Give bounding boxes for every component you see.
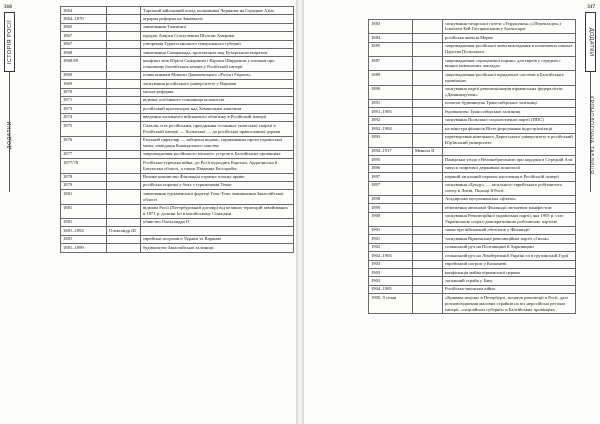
ruler-cell bbox=[107, 57, 141, 71]
ruler-cell bbox=[107, 204, 141, 218]
chronology-row bbox=[61, 227, 294, 235]
right-side-tab bbox=[585, 12, 596, 72]
chronology-row bbox=[61, 15, 294, 23]
ruler-cell bbox=[107, 136, 141, 150]
year-cell: 1870 bbox=[61, 88, 107, 96]
year-cell: 1892–1904 bbox=[369, 125, 413, 133]
event-cell: Сахалін стає російським, приєднання останньої уніатської єпархії в Російській імперії — Холмської — до російської православної церкви bbox=[141, 122, 294, 136]
left-side-caption-text: ДОДАТКИ bbox=[6, 120, 13, 150]
event-cell: запуск спиртової державної монополії bbox=[443, 164, 576, 172]
right-side-caption-text: ХРОНОЛОГІЧНА ТАБЛИЦЯ bbox=[587, 95, 594, 175]
year-cell: 1879 bbox=[61, 181, 107, 189]
event-cell: Тарський військовий похід полковника Черняєва на Середню Азію bbox=[141, 7, 294, 15]
year-cell: 1877/78 bbox=[61, 159, 107, 173]
year-cell: 1883 bbox=[369, 20, 413, 34]
year-cell: 1869 bbox=[61, 71, 107, 79]
chronology-row bbox=[61, 159, 294, 173]
chronology-row bbox=[369, 116, 576, 124]
ruler-cell bbox=[107, 15, 141, 23]
chronology-row bbox=[369, 71, 576, 85]
event-cell: заснування Революційної української партії, яка 1905 р. стає Українською соціал-демократичною робітничою партією bbox=[443, 212, 576, 226]
chronology-row bbox=[369, 212, 576, 226]
chronology-row bbox=[369, 195, 576, 203]
event-cell: селянський рух на Лівобережній Україні та в грузинській Гурії bbox=[443, 252, 576, 260]
ruler-cell bbox=[413, 181, 443, 195]
ruler-cell bbox=[413, 85, 443, 99]
ruler-cell bbox=[107, 173, 141, 181]
event-cell bbox=[141, 227, 294, 235]
event-cell: Памірська угода з Великобританією про кордони в Середній Азії bbox=[443, 156, 576, 164]
ruler-cell bbox=[107, 244, 141, 252]
year-cell: 1903 bbox=[369, 269, 413, 277]
event-cell: поява книжки Миколи Данилевського «Росія і Європа» bbox=[141, 71, 294, 79]
year-cell: 1868/69 bbox=[61, 57, 107, 71]
year-cell: 1865 bbox=[61, 23, 107, 31]
chronology-row bbox=[61, 49, 294, 57]
chronology-row bbox=[369, 204, 576, 212]
year-cell: 1874 bbox=[61, 113, 107, 121]
event-cell: міська реформа bbox=[141, 88, 294, 96]
ruler-cell bbox=[413, 133, 443, 147]
ruler-cell bbox=[413, 212, 443, 226]
chronology-row bbox=[61, 244, 294, 252]
year-cell: 1873 bbox=[61, 105, 107, 113]
chronology-row bbox=[61, 218, 294, 226]
event-cell: обмеження автономії Фінляндії лютневим маніфестом bbox=[443, 204, 576, 212]
ruler-cell bbox=[413, 277, 443, 285]
ruler-cell bbox=[107, 32, 141, 40]
year-cell: 1896 bbox=[369, 164, 413, 172]
year-cell: 1885 bbox=[369, 42, 413, 56]
chronology-row bbox=[369, 260, 576, 268]
chronology-row bbox=[369, 181, 576, 195]
chronology-row bbox=[369, 285, 576, 293]
book-gutter bbox=[296, 0, 304, 424]
ruler-cell bbox=[107, 96, 141, 104]
chronology-row bbox=[369, 235, 576, 243]
year-cell: 1864 bbox=[61, 7, 107, 15]
year-cell: 1875 bbox=[61, 122, 107, 136]
chronology-row bbox=[369, 156, 576, 164]
chronology-row bbox=[369, 133, 576, 147]
chronology-row bbox=[369, 277, 576, 285]
year-cell: 1881 bbox=[61, 218, 107, 226]
left-chronology-body bbox=[61, 7, 294, 253]
event-cell: заснування російського університету у Варшаві bbox=[141, 80, 294, 88]
ruler-cell bbox=[413, 34, 443, 42]
chronology-row bbox=[61, 173, 294, 181]
year-cell: 1867 bbox=[61, 32, 107, 40]
year-cell: 1878 bbox=[61, 173, 107, 181]
chronology-row bbox=[61, 57, 294, 71]
year-cell: 1881 bbox=[61, 235, 107, 243]
ruler-cell bbox=[107, 88, 141, 96]
ruler-cell bbox=[107, 159, 141, 173]
year-cell: 1869 bbox=[61, 80, 107, 88]
event-cell: єврейські погроми в Україні та Варшаві bbox=[141, 235, 294, 243]
event-cell: початок будівництва Транссибірської залізниці bbox=[443, 99, 576, 107]
chronology-row bbox=[369, 99, 576, 107]
left-side-tab bbox=[4, 12, 15, 72]
year-cell: 1864–1870 bbox=[61, 15, 107, 23]
event-cell: заснування Вірменської революційної партії «Гнчак» bbox=[443, 235, 576, 243]
year-cell: 1902–1904 bbox=[369, 252, 413, 260]
chronology-row bbox=[61, 80, 294, 88]
ruler-cell bbox=[107, 49, 141, 57]
ruler-cell bbox=[413, 294, 443, 314]
chronology-row bbox=[369, 34, 576, 42]
event-cell: Російсько-турецька війна; до Росії відходять Карська, Ардаганська й Батумська області, а також Південна Бессарабія bbox=[141, 159, 294, 173]
chronology-row bbox=[61, 150, 294, 158]
event-cell: Велике князівство Фінляндія отримує власну армію bbox=[141, 173, 294, 181]
ruler-cell bbox=[413, 71, 443, 85]
chronology-row bbox=[61, 40, 294, 48]
chronology-row bbox=[61, 32, 294, 40]
ruler-cell bbox=[413, 99, 443, 107]
left-side-caption bbox=[4, 80, 15, 190]
event-cell: заснування партії революціонерів вірменських федералістів «Дашнакцутюн» bbox=[443, 85, 576, 99]
event-cell: російська поразка у боях з туркменами Текке bbox=[141, 181, 294, 189]
event-cell: Агадирська мусульманська «ф'ятва» bbox=[443, 195, 576, 203]
year-cell: 1881–1894 bbox=[61, 227, 107, 235]
chronology-row bbox=[369, 42, 576, 56]
year-cell: 1897 bbox=[369, 173, 413, 181]
right-page-number: 317 bbox=[587, 4, 595, 10]
event-cell: будівництво Транссибірської залізниці bbox=[443, 108, 576, 116]
event-cell: російська анексія Мерва bbox=[443, 34, 576, 42]
year-cell: 1903 bbox=[369, 277, 413, 285]
ruler-cell bbox=[413, 125, 443, 133]
chronology-row bbox=[61, 122, 294, 136]
year-cell: 1881 bbox=[61, 204, 107, 218]
ruler-cell bbox=[413, 195, 443, 203]
chronology-row bbox=[369, 147, 576, 155]
event-cell: закон про військовий обов'язок у Фінляндії bbox=[443, 226, 576, 234]
ruler-cell bbox=[413, 57, 443, 71]
ruler-cell bbox=[107, 23, 141, 31]
ruler-cell bbox=[413, 204, 443, 212]
ruler-cell bbox=[413, 164, 443, 172]
year-cell: 1871 bbox=[61, 96, 107, 104]
ruler-cell bbox=[107, 105, 141, 113]
year-cell: 1897 bbox=[369, 181, 413, 195]
year-cell: 1881 bbox=[61, 190, 107, 204]
ruler-cell bbox=[107, 122, 141, 136]
ruler-cell bbox=[107, 7, 141, 15]
chronology-row bbox=[369, 85, 576, 99]
event-cell: перший загальний перепис населення в Російській імперії bbox=[443, 173, 576, 181]
event-cell: відмова Росії (Петербурзький договір) від великих територій завойованих в 1871 р. долини Ілі в китайському Сіньцзяні bbox=[141, 204, 294, 218]
year-cell: 1895 bbox=[369, 156, 413, 164]
chronology-row bbox=[369, 108, 576, 116]
year-cell: 1884 bbox=[369, 34, 413, 42]
event-cell: введення загального військового обов'язку в Російській імперії bbox=[141, 113, 294, 121]
year-cell: 1893 bbox=[369, 133, 413, 147]
ruler-cell bbox=[413, 173, 443, 181]
ruler-cell bbox=[413, 226, 443, 234]
event-cell: завоювання туркменської фортеці Геок-Тепе, виникнення Закаспійської області bbox=[141, 190, 294, 204]
year-cell: 1890 bbox=[369, 85, 413, 99]
year-cell: 1892 bbox=[369, 116, 413, 124]
event-cell: завоювання Самарканда, протекторат над Бухарським еміратом bbox=[141, 49, 294, 57]
chronology-row bbox=[369, 269, 576, 277]
year-cell: 1881–1899 bbox=[61, 244, 107, 252]
event-cell: єврейський погром у Кишиневі bbox=[443, 260, 576, 268]
event-cell: «Кривава неділя» в Петербурзі, початок революції в Росії, далі розповсюдження масових страйків на всі неросійські регіони імперії, «сицілійські губернії» в Балтійських провінціях bbox=[443, 294, 576, 314]
year-cell: 1901 bbox=[369, 226, 413, 234]
left-chronology-table bbox=[60, 6, 294, 253]
year-cell: 1899 bbox=[369, 204, 413, 212]
chronology-row bbox=[61, 7, 294, 15]
ruler-cell bbox=[413, 285, 443, 293]
chronology-row bbox=[61, 23, 294, 31]
chronology-row bbox=[61, 105, 294, 113]
event-cell: запровадження «процентної норми» для євреїв у середніх і вищих навчальних закладах bbox=[443, 57, 576, 71]
ruler-cell bbox=[413, 42, 443, 56]
chronology-row bbox=[369, 125, 576, 133]
chronology-row bbox=[61, 181, 294, 189]
chronology-row bbox=[369, 294, 576, 314]
year-cell: 1877 bbox=[61, 150, 107, 158]
year-cell: 1868 bbox=[61, 49, 107, 57]
left-page bbox=[0, 0, 296, 424]
event-cell: будівництво Закаспійської залізниці bbox=[141, 244, 294, 252]
event-cell: заснування «Бунду» — загального єврейського робітничого союзу в Литві, Польщі й Росії bbox=[443, 181, 576, 195]
event-cell: відміна особливого становища колоністів bbox=[141, 96, 294, 104]
right-chronology-body bbox=[369, 20, 576, 314]
event-cell: на міністра фінансів Вітте форсування індустріалізації bbox=[443, 125, 576, 133]
event-cell: утворення Туркестанського генерального губернії bbox=[141, 40, 294, 48]
ruler-cell bbox=[107, 40, 141, 48]
event-cell: конфлікт між Юрієм Самаріним і Карлом Ширреном у питанні про становище балтійських німців у Російській імперії bbox=[141, 57, 294, 71]
chronology-row bbox=[369, 20, 576, 34]
year-cell: 1898 bbox=[369, 195, 413, 203]
chronology-row bbox=[61, 88, 294, 96]
ruler-cell bbox=[413, 260, 443, 268]
event-cell: завоювання Ташкента bbox=[141, 23, 294, 31]
right-chronology-table bbox=[368, 19, 576, 314]
year-cell: 1894–1917 bbox=[369, 147, 413, 155]
ruler-cell bbox=[107, 181, 141, 189]
chronology-row bbox=[61, 204, 294, 218]
event-cell: перетворення німецького Дерптського університету в російський Юр'ївський університет bbox=[443, 133, 576, 147]
chronology-row bbox=[369, 252, 576, 260]
event-cell: селянський рух на Полтавщині й Харківщині bbox=[443, 243, 576, 251]
year-cell: 1876 bbox=[61, 136, 107, 150]
ruler-cell bbox=[413, 156, 443, 164]
chronology-row bbox=[61, 235, 294, 243]
event-cell: російський протекторат над Хівинським ханством bbox=[141, 105, 294, 113]
ruler-cell bbox=[107, 113, 141, 121]
right-page bbox=[304, 0, 600, 424]
event-cell: Емський циркуляр — заборона видань, спрямованих проти української мови; ліквідація Кокандського ханства bbox=[141, 136, 294, 150]
event-cell bbox=[443, 147, 576, 155]
year-cell: 1905, 9 січня bbox=[369, 294, 413, 314]
chronology-row bbox=[369, 57, 576, 71]
chronology-row bbox=[61, 190, 294, 204]
chronology-row bbox=[61, 113, 294, 121]
ruler-cell bbox=[107, 235, 141, 243]
ruler-cell bbox=[107, 71, 141, 79]
chronology-row bbox=[61, 136, 294, 150]
ruler-cell bbox=[413, 252, 443, 260]
left-page-number: 316 bbox=[4, 4, 12, 10]
left-side-tab-title: ІСТОРІЯ РОСІЇ bbox=[6, 19, 13, 65]
ruler-cell bbox=[413, 108, 443, 116]
event-cell: конфіскація майна вірменської церкви bbox=[443, 269, 576, 277]
year-cell: 1901 bbox=[369, 235, 413, 243]
event-cell: убивство Олександра II bbox=[141, 218, 294, 226]
ruler-cell: Микола II bbox=[413, 147, 443, 155]
right-side-caption bbox=[585, 80, 596, 190]
chronology-row bbox=[369, 226, 576, 234]
ruler-cell bbox=[413, 235, 443, 243]
ruler-cell bbox=[413, 269, 443, 277]
event-cell: запровадження російської юридичної системи в Балтійських провінціях bbox=[443, 71, 576, 85]
event-cell: загальний страйк у Баку bbox=[443, 277, 576, 285]
right-side-tab-title: ДОДАТКИ bbox=[587, 27, 594, 57]
event-cell: заснування татарської газети «Терджуман» («Перекладач») Ісмаїлом Бей Гаспринським у Бахчисараї bbox=[443, 20, 576, 34]
year-cell: 1887 bbox=[369, 57, 413, 71]
year-cell: 1891–1903 bbox=[369, 108, 413, 116]
ruler-cell bbox=[413, 243, 443, 251]
year-cell: 1902 bbox=[369, 243, 413, 251]
chronology-row bbox=[369, 173, 576, 181]
event-cell: Російсько-японська війна bbox=[443, 285, 576, 293]
chronology-row bbox=[61, 96, 294, 104]
chronology-row bbox=[61, 71, 294, 79]
year-cell: 1903 bbox=[369, 260, 413, 268]
ruler-cell bbox=[107, 150, 141, 158]
ruler-cell bbox=[413, 20, 443, 34]
year-cell: 1891 bbox=[369, 99, 413, 107]
year-cell: 1900 bbox=[369, 212, 413, 226]
ruler-cell bbox=[107, 190, 141, 204]
ruler-cell bbox=[107, 218, 141, 226]
event-cell: продаж Аляски Сполученим Штатам Америки bbox=[141, 32, 294, 40]
event-cell: заснування Польської соціалістичної партії (ППС) bbox=[443, 116, 576, 124]
chronology-row bbox=[369, 243, 576, 251]
year-cell: 1889 bbox=[369, 71, 413, 85]
year-cell: 1904–1905 bbox=[369, 285, 413, 293]
event-cell: аграрна реформа на Закавказзі bbox=[141, 15, 294, 23]
event-cell: запровадження російського міського устрою в Балтійських провінціях bbox=[141, 150, 294, 158]
chronology-row bbox=[369, 164, 576, 172]
ruler-cell bbox=[413, 116, 443, 124]
ruler-cell bbox=[107, 80, 141, 88]
event-cell: запровадження російської мови викладання в початкових школах Царства Польського bbox=[443, 42, 576, 56]
ruler-cell: Олександр III bbox=[107, 227, 141, 235]
year-cell: 1867 bbox=[61, 40, 107, 48]
